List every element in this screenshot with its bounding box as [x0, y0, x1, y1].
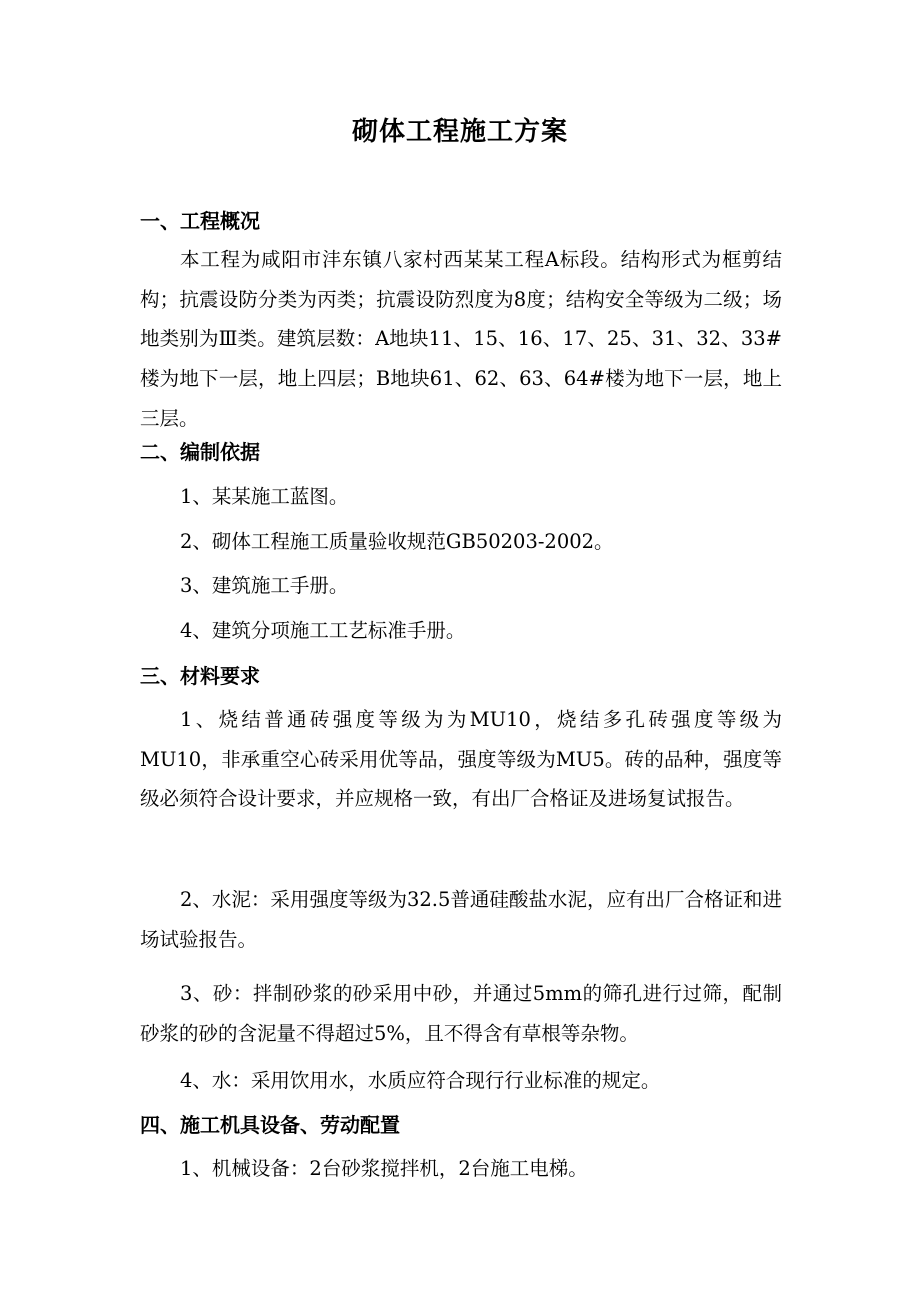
- equipment-item-1: 1、机械设备：2台砂浆搅拌机，2台施工电梯。: [180, 1157, 588, 1180]
- section-heading-basis: 二、编制依据: [140, 440, 260, 464]
- basis-item-2: 2、砌体工程施工质量验收规范GB50203-2002。: [180, 530, 614, 553]
- section-heading-equipment: 四、施工机具设备、劳动配置: [140, 1113, 400, 1137]
- document-title: 砌体工程施工方案: [351, 117, 568, 147]
- materials-paragraph-cement: 2、水泥：采用强度等级为32.5普通硅酸盐水泥，应有出厂合格证和进场试验报告。: [140, 888, 782, 951]
- overview-paragraph: 本工程为咸阳市沣东镇八家村西某某工程A标段。结构形式为框剪结构；抗震设防分类为丙类；抗震设防烈度为8度；结构安全等级为二级；场地类别为Ⅲ类。建筑层数：A地块11、15、16、17、25、31、32、33#楼为地下一层，地上四层；B地块61、62、63、64#楼为地下一层，地上三层。: [140, 248, 782, 430]
- materials-paragraph-bricks: 1、烧结普通砖强度等级为为MU10，烧结多孔砖强度等级为MU10，非承重空心砖采用优等品，强度等级为MU5。砖的品种，强度等级必须符合设计要求，并应规格一致，有出厂合格证及进场复试报告。: [140, 708, 782, 811]
- basis-item-3: 3、建筑施工手册。: [180, 574, 349, 597]
- materials-paragraph-sand: 3、砂：拌制砂浆的砂采用中砂，并通过5mm的筛孔进行过筛，配制砂浆的砂的含泥量不得超过5%，且不得含有草根等杂物。: [140, 982, 782, 1045]
- materials-paragraph-water: 4、水：采用饮用水，水质应符合现行行业标准的规定。: [180, 1069, 661, 1092]
- basis-item-4: 4、建筑分项施工工艺标准手册。: [180, 619, 466, 642]
- basis-item-1: 1、某某施工蓝图。: [180, 485, 349, 508]
- section-heading-overview: 一、工程概况: [140, 209, 260, 233]
- section-heading-materials: 三、材料要求: [140, 664, 260, 688]
